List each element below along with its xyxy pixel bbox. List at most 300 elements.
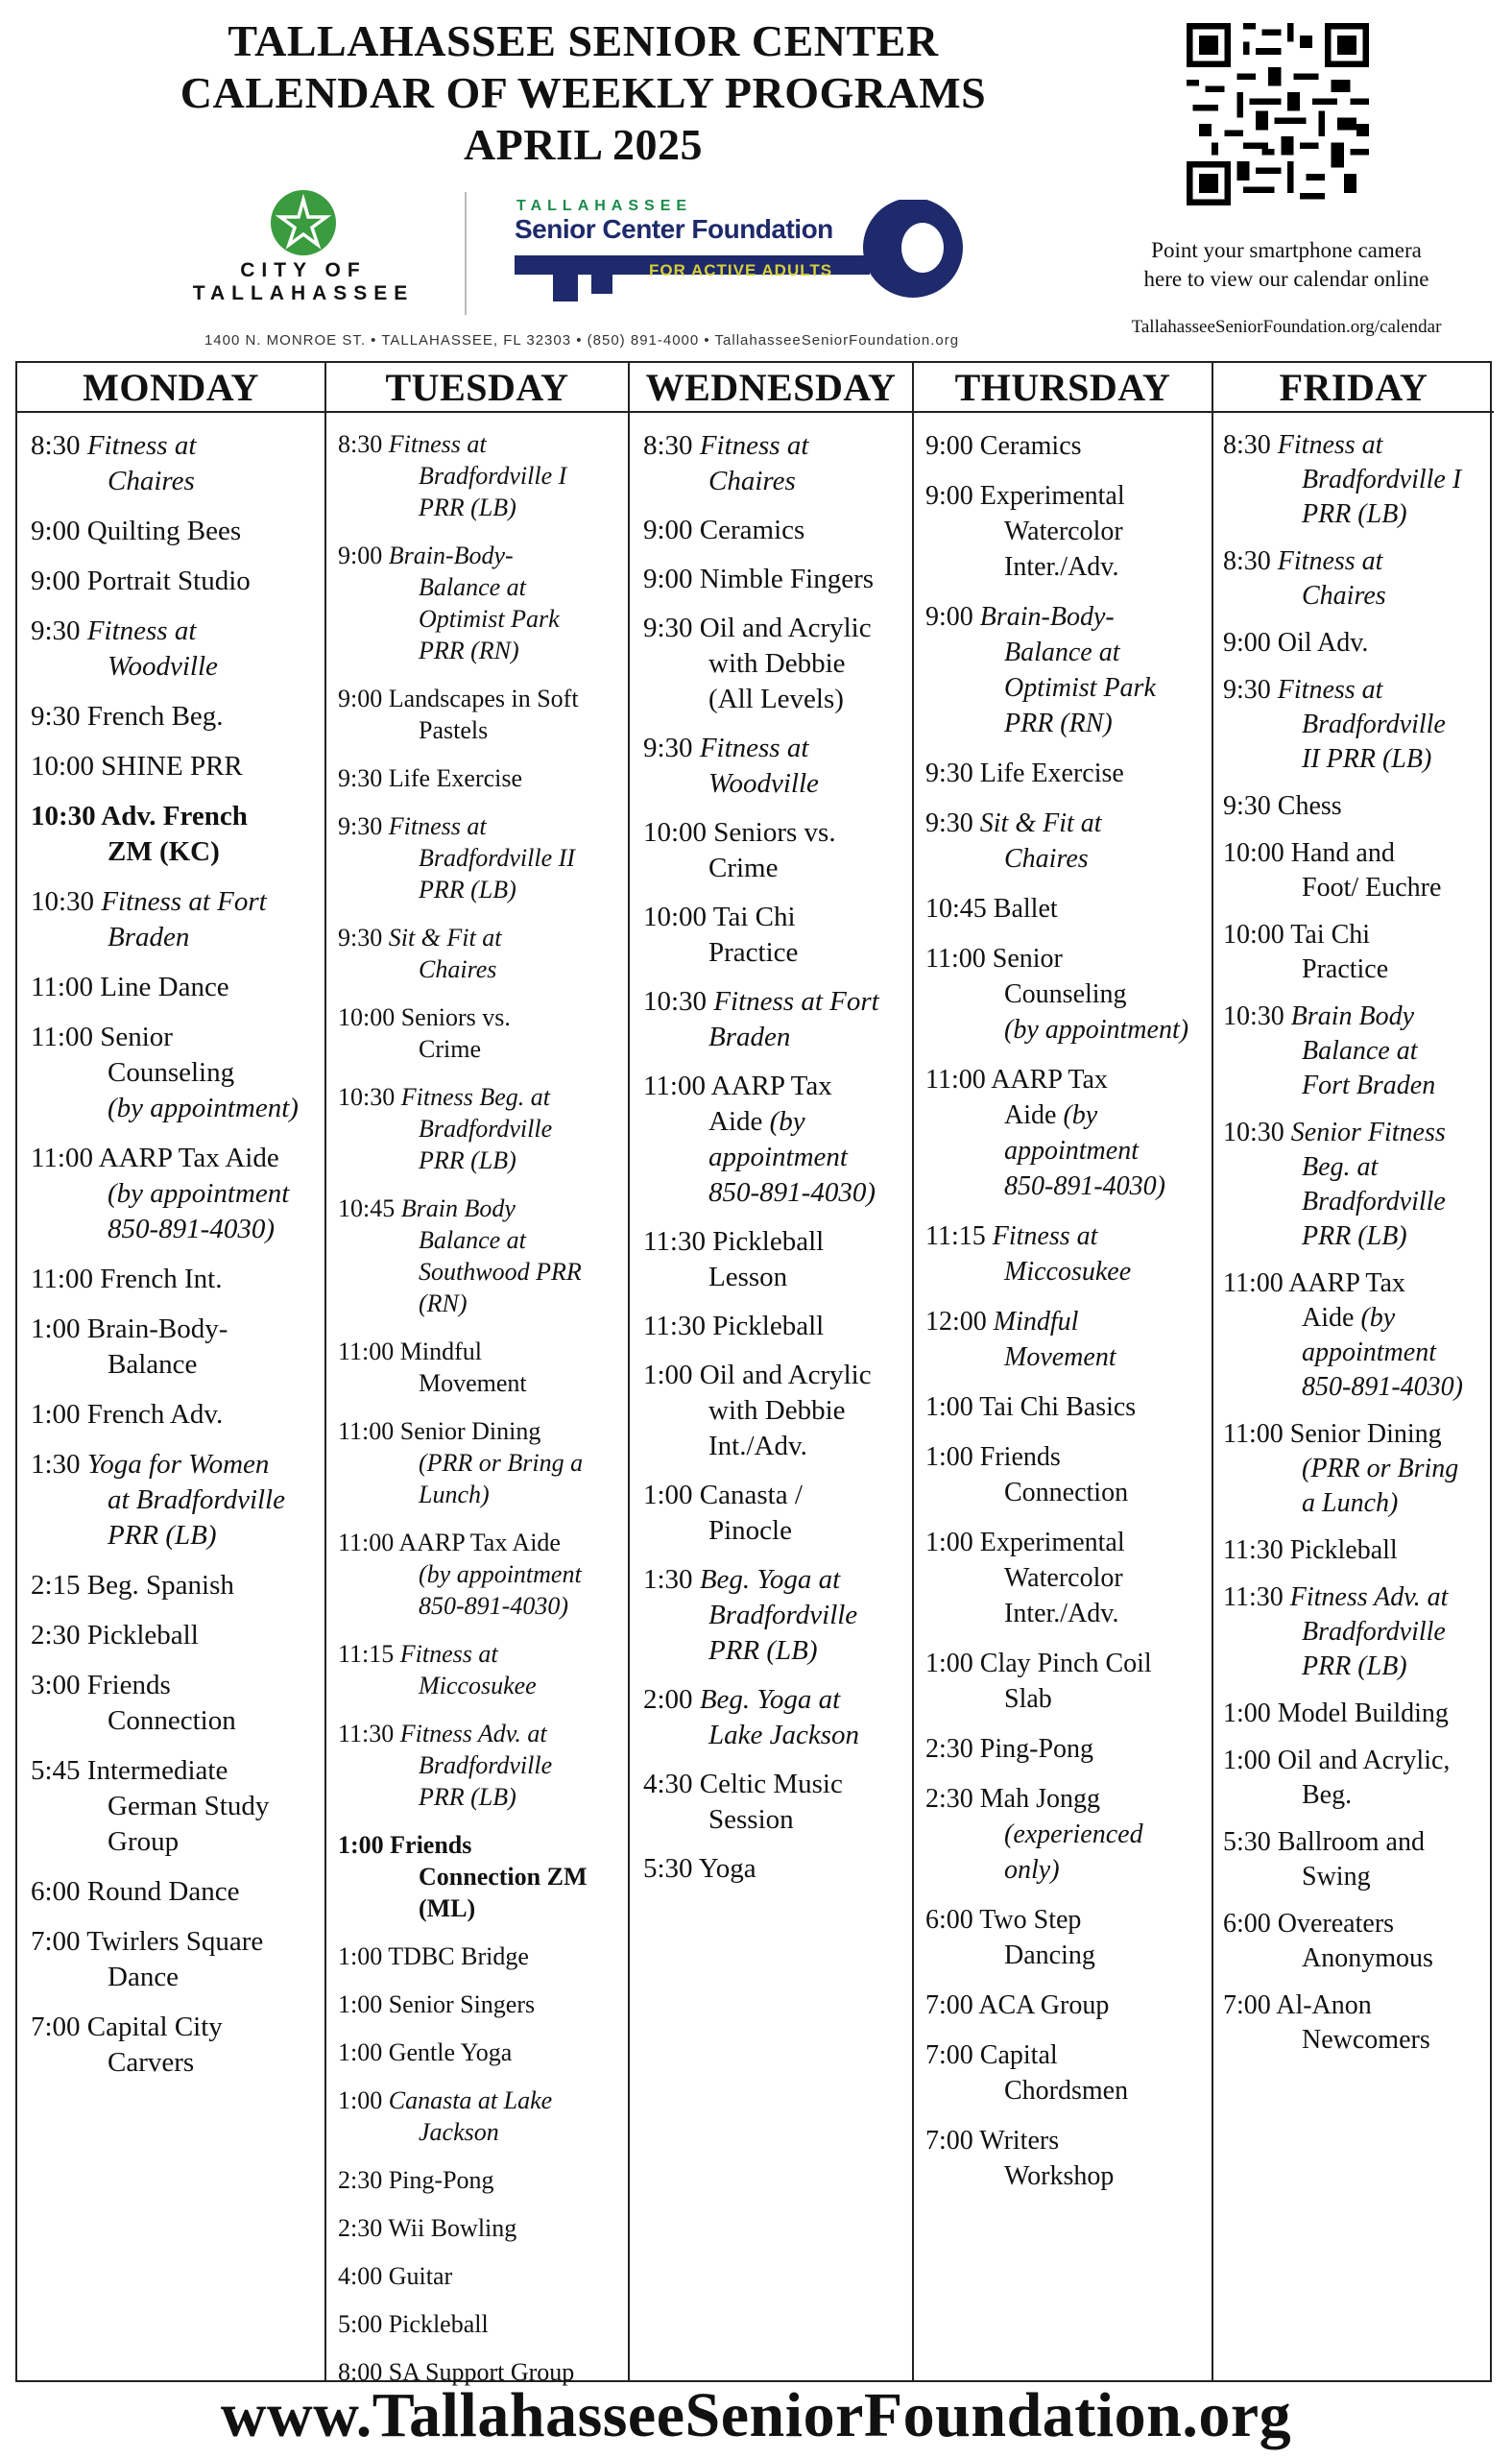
program-entry-line — [326, 540, 628, 571]
program-entry-line — [1213, 1860, 1494, 1894]
program-text: 850-891-4030) — [708, 1177, 876, 1208]
program-text: II PRR (LB) — [1302, 744, 1432, 774]
day-column-wednesday — [630, 363, 914, 2380]
program-entry — [914, 1304, 1212, 1375]
program-entry-line — [326, 874, 628, 905]
program-text: 11:15 — [925, 1221, 993, 1251]
program-text: Brain-Body- — [979, 602, 1115, 632]
program-text: PRR (LB) — [708, 1635, 818, 1666]
program-entry-line — [17, 970, 324, 1005]
program-entry — [326, 1988, 628, 2020]
program-text: Beg. Yoga at — [699, 1564, 841, 1595]
program-text: 10:00 Hand and — [1223, 838, 1395, 868]
program-text: Session — [708, 1804, 794, 1835]
program-entry-line — [326, 2308, 628, 2340]
program-text: 1:00 Oil and Acrylic, — [1223, 1746, 1451, 1775]
program-text: (RN) — [419, 1289, 468, 1317]
program-entry-line — [326, 1033, 628, 1065]
program-entry-line — [630, 1682, 912, 1718]
program-entry-line — [17, 920, 324, 955]
program-entry-line — [326, 1256, 628, 1288]
program-entry-line — [326, 1781, 628, 1813]
program-entry-line — [1213, 1069, 1494, 1103]
program-text: Bradfordville I — [1302, 465, 1462, 494]
program-entry — [1213, 1116, 1494, 1254]
program-entry-line — [1213, 1778, 1494, 1813]
program-entry-line — [17, 1924, 324, 1960]
program-entry — [17, 1397, 324, 1433]
program-text: Anonymous — [1302, 1943, 1433, 1973]
program-entry-line — [630, 1020, 912, 1055]
program-text: Counseling — [108, 1057, 235, 1088]
program-entry-line — [1213, 918, 1494, 952]
program-entry — [914, 1902, 1212, 1973]
program-entry — [630, 1478, 912, 1549]
day-column-tuesday — [326, 363, 630, 2386]
program-entry — [914, 1731, 1212, 1767]
program-text: 9:00 Portrait Studio — [31, 566, 251, 596]
program-text: Chaires — [1004, 844, 1089, 874]
program-text: Pinocle — [708, 1515, 792, 1546]
program-entry-line — [1213, 1336, 1494, 1370]
program-entry — [17, 1447, 324, 1554]
program-entry-line — [17, 564, 324, 599]
program-entry-line — [630, 1069, 912, 1104]
program-entry-line — [914, 514, 1212, 549]
program-entry-line — [326, 2260, 628, 2292]
program-text: Optimist Park — [419, 605, 560, 633]
program-entry-line — [1213, 1000, 1494, 1034]
program-entry-line — [326, 1001, 628, 1033]
program-entry-line — [17, 1668, 324, 1703]
program-text: 5:45 Intermediate — [31, 1755, 228, 1786]
program-entry-line — [1213, 789, 1494, 824]
program-text: Fitness at — [399, 1640, 498, 1668]
program-entry-line — [17, 614, 324, 649]
program-text: 9:00 Landscapes in Soft — [338, 685, 579, 712]
program-text: 850-891-4030) — [108, 1214, 275, 1244]
program-entry-line — [1213, 1988, 1494, 2023]
program-text: 9:30 — [338, 812, 389, 840]
program-text: Chaires — [419, 955, 497, 983]
program-entry-line — [630, 1224, 912, 1260]
program-text: PRR (LB) — [419, 876, 516, 904]
program-text: appointment — [1302, 1337, 1436, 1367]
program-entry-line — [326, 492, 628, 523]
program-entry-line — [630, 851, 912, 886]
program-entry — [326, 1527, 628, 1622]
program-entry-line — [630, 1513, 912, 1549]
program-text: Fitness at — [86, 615, 197, 646]
program-entry-line — [326, 683, 628, 714]
program-text: Woodville — [708, 768, 819, 799]
program-entry-line — [1213, 1941, 1494, 1976]
program-text: 1:00 Friends — [338, 1831, 472, 1859]
program-entry-line — [326, 762, 628, 794]
qr-caption-line-2: here to view our calendar online — [1143, 267, 1429, 291]
program-entry-line — [630, 766, 912, 802]
program-text: 11:15 — [338, 1640, 400, 1668]
program-text: 10:30 — [31, 886, 102, 917]
program-text: (PRR or Bring — [1302, 1454, 1459, 1483]
program-text: PRR (RN) — [419, 637, 519, 664]
program-entry-line — [17, 1312, 324, 1347]
program-text: 2:00 — [643, 1684, 700, 1715]
program-text: 11:30 Pickleball — [1223, 1535, 1398, 1565]
program-entry-line — [326, 1829, 628, 1861]
foundation-logo-name: Senior Center Foundation — [515, 214, 833, 244]
program-text: 9:00 Ceramics — [925, 431, 1082, 461]
foundation-logo-small-text: TALLAHASSEE — [516, 198, 693, 214]
program-entry — [630, 815, 912, 886]
program-entry — [326, 1336, 628, 1399]
program-entry-line — [326, 1861, 628, 1892]
program-text: 11:30 — [338, 1720, 400, 1747]
program-text: 11:00 Senior Dining — [338, 1417, 541, 1445]
program-entry — [1213, 673, 1494, 777]
program-text: (by — [1360, 1303, 1396, 1333]
program-text: 10:30 — [643, 986, 714, 1017]
program-text: 8:00 SA Support Group — [338, 2358, 575, 2386]
program-entry — [326, 762, 628, 794]
program-text: Balance — [108, 1349, 198, 1380]
program-text: 1:30 — [31, 1449, 87, 1480]
program-text: 1:00 Friends — [925, 1442, 1061, 1472]
program-text: 5:30 Yoga — [643, 1853, 756, 1884]
program-text: Connection ZM — [419, 1863, 588, 1891]
program-entry — [326, 2084, 628, 2148]
day-header: MONDAY — [17, 363, 324, 413]
program-entry — [1213, 1000, 1494, 1103]
day-column-thursday — [914, 363, 1213, 2380]
program-text: 2:15 Beg. Spanish — [31, 1570, 234, 1601]
program-text: 2:30 Ping-Pong — [925, 1734, 1094, 1764]
program-entry-line — [326, 460, 628, 492]
program-text: Bradfordville — [419, 1751, 553, 1779]
program-entry — [630, 428, 912, 499]
program-entry-line — [630, 1260, 912, 1295]
program-entry-line — [630, 1140, 912, 1175]
program-entry-line — [17, 1176, 324, 1212]
program-text: PRR (LB) — [1302, 1221, 1407, 1251]
program-text: Lunch) — [419, 1481, 490, 1508]
program-entry-line — [630, 1802, 912, 1838]
program-text: Balance at — [1004, 638, 1120, 667]
program-text: Connection — [108, 1705, 236, 1736]
program-entry-line — [326, 1288, 628, 1319]
program-text: 9:00 Quilting Bees — [31, 516, 242, 546]
program-text: 9:00 — [338, 542, 389, 569]
title-line-3: APRIL 2025 — [463, 120, 704, 169]
program-entry-line — [630, 513, 912, 548]
program-entry-line — [17, 514, 324, 549]
program-entry — [326, 922, 628, 985]
program-text: Balance at — [419, 1226, 526, 1254]
program-entry — [914, 1646, 1212, 1717]
program-text: 11:00 AARP Tax — [1223, 1268, 1405, 1298]
program-entry — [630, 611, 912, 717]
program-entry-line — [326, 1447, 628, 1479]
program-entry-line — [914, 1560, 1212, 1596]
program-entry — [914, 2123, 1212, 2194]
program-text: Fitness at — [699, 733, 809, 763]
program-text: 8:30 — [1223, 430, 1278, 460]
program-text: 4:30 Celtic Music — [643, 1769, 843, 1799]
day-column-friday — [1213, 363, 1494, 2380]
program-entry-line — [914, 1304, 1212, 1339]
program-text: 2:30 Pickleball — [31, 1620, 199, 1651]
program-entry-line — [1213, 1907, 1494, 1941]
program-text: 1:00 Senior Singers — [338, 1990, 536, 2018]
program-entry-line — [326, 1988, 628, 2020]
program-text: 4:00 Guitar — [338, 2262, 453, 2290]
program-text: Fitness Beg. at — [400, 1083, 550, 1111]
program-entry-line — [914, 635, 1212, 670]
program-entry-line — [914, 1339, 1212, 1375]
program-entry-line — [914, 941, 1212, 976]
program-text: 9:00 Oil Adv. — [1223, 628, 1369, 658]
program-entry-line — [914, 1646, 1212, 1681]
program-text: Inter./Adv. — [1004, 1599, 1119, 1628]
program-entry — [1213, 1825, 1494, 1894]
program-entry-line — [914, 1525, 1212, 1560]
program-text: 10:00 Seniors vs. — [338, 1003, 511, 1031]
program-entry — [1213, 918, 1494, 987]
program-text: Aide — [1004, 1100, 1064, 1130]
program-text: 10:00 Seniors vs. — [643, 817, 836, 848]
program-entry-line — [17, 1212, 324, 1247]
program-text: 1:00 Oil and Acrylic — [643, 1360, 872, 1390]
program-entry — [326, 1718, 628, 1813]
program-entry — [630, 1309, 912, 1344]
program-entry — [17, 1924, 324, 1995]
program-entry-line — [630, 464, 912, 499]
program-entry-line — [326, 1749, 628, 1781]
program-entry-line — [914, 1731, 1212, 1767]
program-entry — [17, 1753, 324, 1860]
program-entry-line — [326, 1193, 628, 1224]
program-entry — [914, 1781, 1212, 1888]
program-text: 8:30 — [338, 430, 389, 458]
program-entry — [17, 1141, 324, 1247]
program-entry — [17, 428, 324, 499]
program-text: 11:00 Senior Dining — [1223, 1419, 1442, 1449]
program-entry — [914, 1218, 1212, 1289]
footer-website-url[interactable]: www.TallahasseeSeniorFoundation.org — [220, 2380, 1292, 2450]
program-text: Chaires — [108, 466, 195, 496]
program-text: 1:00 Canasta / — [643, 1480, 803, 1510]
program-text: Beg. at — [1302, 1152, 1379, 1182]
program-entry-line — [1213, 1417, 1494, 1452]
qr-caption-line-1: Point your smartphone camera — [1151, 238, 1422, 262]
program-entry-line — [914, 1439, 1212, 1475]
program-entry-line — [1213, 673, 1494, 708]
foundation-logo-tagline: FOR ACTIVE ADULTS — [649, 261, 833, 279]
program-text: Fitness Adv. at — [399, 1720, 547, 1747]
weekly-schedule-table — [15, 361, 1492, 2386]
program-entry-line — [914, 1218, 1212, 1254]
program-text: 850-891-4030) — [1004, 1171, 1165, 1201]
program-entry-line — [914, 1475, 1212, 1510]
program-entry-line — [326, 2036, 628, 2068]
program-text: Lake Jackson — [708, 1720, 860, 1750]
program-entry — [630, 513, 912, 548]
program-entry-line — [17, 834, 324, 870]
program-text: Beg. Yoga at — [699, 1684, 841, 1715]
program-text: (PRR or Bring a — [419, 1449, 584, 1477]
program-text: German Study — [108, 1791, 270, 1821]
program-entry — [630, 1069, 912, 1211]
program-entry — [1213, 1988, 1494, 2058]
program-text: Bradfordville — [708, 1600, 858, 1630]
program-entry-line — [17, 1020, 324, 1055]
program-text: 1:00 Gentle Yoga — [338, 2038, 513, 2066]
program-entry-line — [1213, 626, 1494, 661]
program-text: 11:00 AARP Tax Aide — [31, 1143, 279, 1173]
program-entry — [17, 614, 324, 685]
program-entry-line — [630, 1309, 912, 1344]
program-text: Fitness at — [388, 430, 487, 458]
program-text: 10:30 Adv. French — [31, 801, 248, 831]
program-entry — [630, 1562, 912, 1669]
program-entry-line — [326, 953, 628, 985]
program-entry — [326, 1829, 628, 1924]
program-entry-line — [326, 635, 628, 666]
program-text: Fitness Adv. at — [1289, 1582, 1449, 1612]
program-text: Fort Braden — [1302, 1071, 1436, 1100]
day-header: FRIDAY — [1213, 363, 1494, 413]
program-entry-line — [630, 1633, 912, 1669]
program-text: 1:00 Tai Chi Basics — [925, 1392, 1137, 1422]
program-entry-line — [914, 1781, 1212, 1817]
program-entry-line — [326, 922, 628, 953]
program-text: 9:00 Experimental — [925, 481, 1125, 511]
program-entry-line — [914, 1681, 1212, 1717]
program-entry-line — [914, 1902, 1212, 1938]
program-text: Fitness at — [1277, 675, 1383, 705]
program-entry — [914, 1439, 1212, 1510]
qr-calendar-url[interactable]: TallahasseeSeniorFoundation.org/calendar — [1131, 317, 1442, 337]
program-entry-line — [1213, 1697, 1494, 1731]
program-text: Yoga for Women — [86, 1449, 270, 1480]
program-text: Sit & Fit at — [388, 924, 502, 952]
program-text: Movement — [419, 1369, 527, 1397]
program-entry-line — [914, 1988, 1212, 2023]
program-entry-line — [326, 810, 628, 842]
program-entry — [326, 1638, 628, 1701]
program-text: PRR (LB) — [419, 1146, 516, 1174]
program-entry-line — [1213, 1486, 1494, 1521]
program-entry-line — [17, 1518, 324, 1554]
program-entry-line — [326, 571, 628, 603]
program-entry-line — [17, 1753, 324, 1789]
program-text: Bradfordville — [419, 1115, 553, 1143]
program-text: 7:00 Capital — [925, 2040, 1058, 2070]
address-line: 1400 N. MONROE ST. • TALLAHASSEE, FL 32303 • (850) 891-4000 • TallahasseeSeniorFoundation.org — [204, 332, 960, 349]
program-text: 11:00 French Int. — [31, 1264, 223, 1294]
program-entry-line — [17, 884, 324, 920]
program-text: 9:30 — [31, 615, 87, 646]
program-entry-line — [630, 646, 912, 682]
program-entry — [17, 1874, 324, 1910]
program-entry-line — [914, 1389, 1212, 1425]
program-entry — [326, 2164, 628, 2196]
program-entry-line — [17, 1141, 324, 1176]
program-entry — [630, 900, 912, 971]
program-text: Foot/ Euchre — [1302, 873, 1442, 903]
program-entry-line — [326, 428, 628, 460]
program-entry-line — [326, 1479, 628, 1510]
program-text: (by appointment) — [108, 1093, 299, 1123]
program-text: PRR (LB) — [1302, 1651, 1407, 1681]
program-text: (by appointment — [419, 1560, 582, 1588]
program-entry-line — [1213, 708, 1494, 742]
program-text: Pastels — [419, 716, 489, 744]
program-entry-line — [1213, 1580, 1494, 1615]
title-line-2: CALENDAR OF WEEKLY PROGRAMS — [180, 68, 987, 117]
program-text: Jackson — [419, 2118, 499, 2146]
program-text: 1:00 TDBC Bridge — [338, 1942, 529, 1970]
program-entry-line — [914, 1062, 1212, 1097]
program-entry — [914, 478, 1212, 585]
program-entry-line — [1213, 428, 1494, 463]
program-text: at Bradfordville — [108, 1484, 285, 1515]
qr-code-icon[interactable] — [1187, 23, 1369, 205]
program-text: ZM (KC) — [108, 836, 220, 867]
program-entry-line — [1213, 952, 1494, 987]
program-entry — [17, 699, 324, 735]
program-entry-line — [326, 1718, 628, 1749]
program-entry — [1213, 789, 1494, 824]
program-entry-line — [326, 2164, 628, 2196]
program-entry-line — [1213, 1825, 1494, 1860]
program-text: Brain Body — [400, 1194, 516, 1222]
program-entry — [1213, 1533, 1494, 1568]
program-text: 9:30 Chess — [1223, 791, 1342, 821]
program-text: 9:30 Life Exercise — [925, 759, 1124, 788]
program-entry-line — [914, 2073, 1212, 2109]
program-entry-line — [1213, 1533, 1494, 1568]
day-header: TUESDAY — [326, 363, 628, 413]
program-entry-line — [630, 1598, 912, 1633]
program-entry-line — [630, 1767, 912, 1802]
program-entry — [326, 1193, 628, 1319]
program-text: Miccosukee — [419, 1672, 537, 1699]
program-text: Bradfordville I — [419, 462, 567, 490]
program-entry-line — [914, 756, 1212, 791]
program-entry — [326, 2212, 628, 2244]
program-entry-line — [630, 731, 912, 766]
program-entry-line — [914, 1012, 1212, 1048]
program-text: appointment — [1004, 1136, 1139, 1166]
program-text: only) — [1004, 1855, 1060, 1885]
program-entry-line — [630, 984, 912, 1020]
program-text: PRR (LB) — [108, 1520, 217, 1551]
program-entry-line — [630, 611, 912, 646]
program-entry-line — [630, 1851, 912, 1887]
program-entry — [1213, 428, 1494, 532]
program-entry — [914, 1062, 1212, 1204]
program-text: Newcomers — [1302, 2025, 1430, 2055]
program-entry-line — [326, 714, 628, 746]
program-entry-line — [17, 799, 324, 834]
program-text: Watercolor — [1004, 1563, 1123, 1593]
program-entry-line — [914, 2037, 1212, 2073]
program-text: Movement — [1004, 1342, 1116, 1372]
program-entry-line — [17, 699, 324, 735]
program-entry — [17, 1020, 324, 1126]
program-text: Southwood PRR — [419, 1258, 582, 1286]
